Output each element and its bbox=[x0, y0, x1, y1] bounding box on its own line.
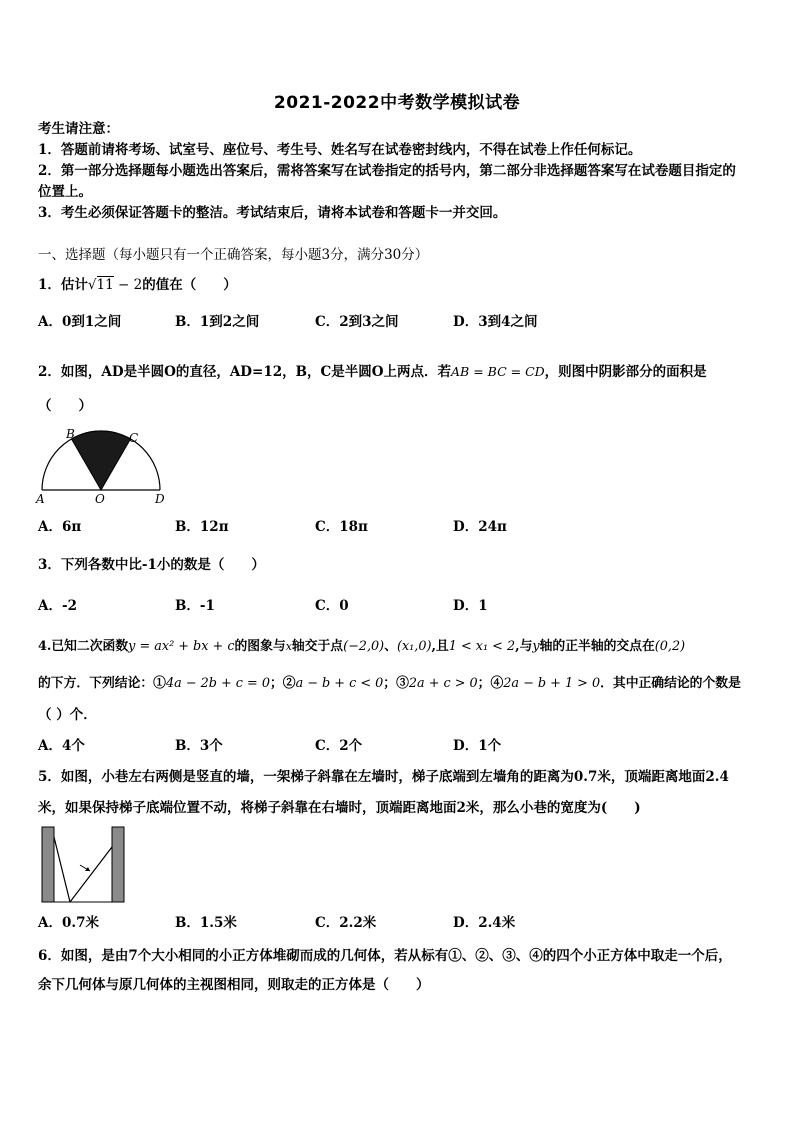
q5-left-wall bbox=[42, 827, 54, 902]
q4-conclusion-1: 4a − 2b + c = 0 bbox=[165, 676, 270, 691]
section-heading: 一、选择题（每小题只有一个正确答案，每小题3分，满分30分） bbox=[38, 247, 429, 263]
question-6-line-1: 6．如图，是由7个大小相同的小正方体堆砌而成的几何体，若从标有①、②、③、④的四个小正方体中取走一个后， bbox=[38, 948, 732, 964]
q4-function: y = ax² + bx + c bbox=[128, 639, 235, 654]
q2-text-b: ，则图中阴影部分的面积是 bbox=[544, 364, 707, 380]
q5-ladder-left bbox=[54, 837, 70, 902]
q2-shaded-region bbox=[72, 431, 131, 490]
notice-item-3: 3．考生必须保证答题卡的整洁。考试结束后，请将本试卷和答题卡一并交回。 bbox=[38, 205, 507, 221]
q2-semicircle-figure bbox=[36, 426, 176, 506]
q1-suffix: 的值在（ ） bbox=[142, 277, 237, 293]
question-6-line-2: 余下几何体与原几何体的主视图相同，则取走的正方体是（ ） bbox=[38, 977, 430, 993]
q5-ladder-right bbox=[70, 847, 112, 902]
q2-label-a: A bbox=[36, 492, 45, 506]
q4-point-3: (0,2) bbox=[654, 639, 686, 654]
page-title: 2021-2022中考数学模拟试卷 bbox=[273, 93, 521, 113]
notice-item-2-cont: 位置上。 bbox=[38, 184, 92, 200]
q2-label-d: D bbox=[155, 492, 165, 506]
q1-option-c: C．2到3之间 bbox=[315, 314, 399, 330]
q2-label-c: C bbox=[129, 431, 139, 445]
question-2 bbox=[38, 362, 763, 382]
q2-arcs: AB = BC = CD bbox=[451, 364, 545, 379]
q2-text-a: 2．如图，AD是半圆O的直径，AD=12，B，C是半圆O上两点．若 bbox=[38, 364, 452, 380]
q2-option-a: A．6π bbox=[38, 519, 82, 535]
question-1 bbox=[38, 275, 763, 295]
q4-option-a: A．4个 bbox=[38, 738, 85, 754]
q4-conclusion-2: a − b + c < 0 bbox=[295, 676, 384, 691]
question-3: 3．下列各数中比-1小的数是（ ） bbox=[38, 557, 265, 573]
q4-option-c: C．2个 bbox=[315, 738, 363, 754]
q3-option-b: B．-1 bbox=[175, 598, 215, 614]
q4-conclusion-4: 2a − b + 1 > 0 bbox=[503, 676, 601, 691]
q3-option-d: D．1 bbox=[453, 598, 488, 614]
q4-option-d: D．1个 bbox=[453, 738, 502, 754]
q1-expr-rest: − 2 bbox=[118, 277, 143, 293]
notice-item-1: 1．答题前请将考场、试室号、座位号、考生号、姓名写在试卷密封线内，不得在试卷上作任何标记。 bbox=[38, 142, 642, 158]
q1-expression bbox=[88, 276, 142, 293]
q1-option-a: A．0到1之间 bbox=[38, 314, 122, 330]
q2-option-b: B．12π bbox=[175, 519, 229, 535]
q1-option-b: B．1到2之间 bbox=[175, 314, 260, 330]
q2-blank: （ ） bbox=[38, 398, 92, 414]
question-4-line-2: 的下方．下列结论：①4a − 2b + c = 0；②a − b + c < 0；③2a + c > 0；④2a − b + 1 > 0．其中正确结论的个数是 bbox=[38, 676, 741, 691]
q1-option-d: D．3到4之间 bbox=[453, 314, 538, 330]
q2-label-b: B bbox=[66, 427, 75, 441]
q1-radicand: 11 bbox=[96, 277, 114, 293]
q1-prefix: 1．估计 bbox=[38, 277, 88, 293]
q5-option-b: B．1.5米 bbox=[175, 915, 237, 931]
q3-option-c: C．0 bbox=[315, 598, 349, 614]
q4-inequality: 1 < x₁ < 2 bbox=[448, 639, 516, 654]
q4-point-1: (−2,0) bbox=[343, 639, 385, 654]
question-4-line-3: （ ）个． bbox=[38, 707, 97, 723]
q2-label-o: O bbox=[95, 492, 105, 506]
q4-conclusion-3: 2a + c > 0 bbox=[408, 676, 478, 691]
notice-heading: 考生请注意： bbox=[38, 121, 119, 137]
notice-item-2: 2．第一部分选择题每小题选出答案后，需将答案写在试卷指定的括号内，第二部分非选择题答案写在试卷题目指定的 bbox=[38, 163, 736, 179]
q5-ladder-figure bbox=[38, 825, 138, 905]
question-5-line-2: 米，如果保持梯子底端位置不动，将梯子斜靠在右墙时，顶端距离地面2米，那么小巷的宽度为( ) bbox=[38, 800, 641, 816]
q2-option-d: D．24π bbox=[453, 519, 507, 535]
q5-right-wall bbox=[112, 827, 124, 902]
q2-option-c: C．18π bbox=[315, 519, 368, 535]
q5-option-c: C．2.2米 bbox=[315, 915, 377, 931]
sqrt-sign-icon: √ bbox=[87, 277, 97, 293]
q5-option-a: A．0.7米 bbox=[38, 915, 99, 931]
question-4-line-1: 4.已知二次函数y = ax² + bx + c的图象与x轴交于点(−2,0)、(x₁,0),且1 < x₁ < 2,与y轴的正半轴的交点在(0,2) bbox=[38, 639, 686, 654]
question-5-line-1: 5．如图，小巷左右两侧是竖直的墙，一架梯子斜靠在左墙时，梯子底端到左墙角的距离为0.7米，顶端距离地面2.4 bbox=[38, 769, 729, 785]
q3-option-a: A．-2 bbox=[38, 598, 77, 614]
q5-option-d: D．2.4米 bbox=[453, 915, 516, 931]
q4-option-b: B．3个 bbox=[175, 738, 223, 754]
q4-point-2: (x₁,0) bbox=[396, 639, 432, 654]
